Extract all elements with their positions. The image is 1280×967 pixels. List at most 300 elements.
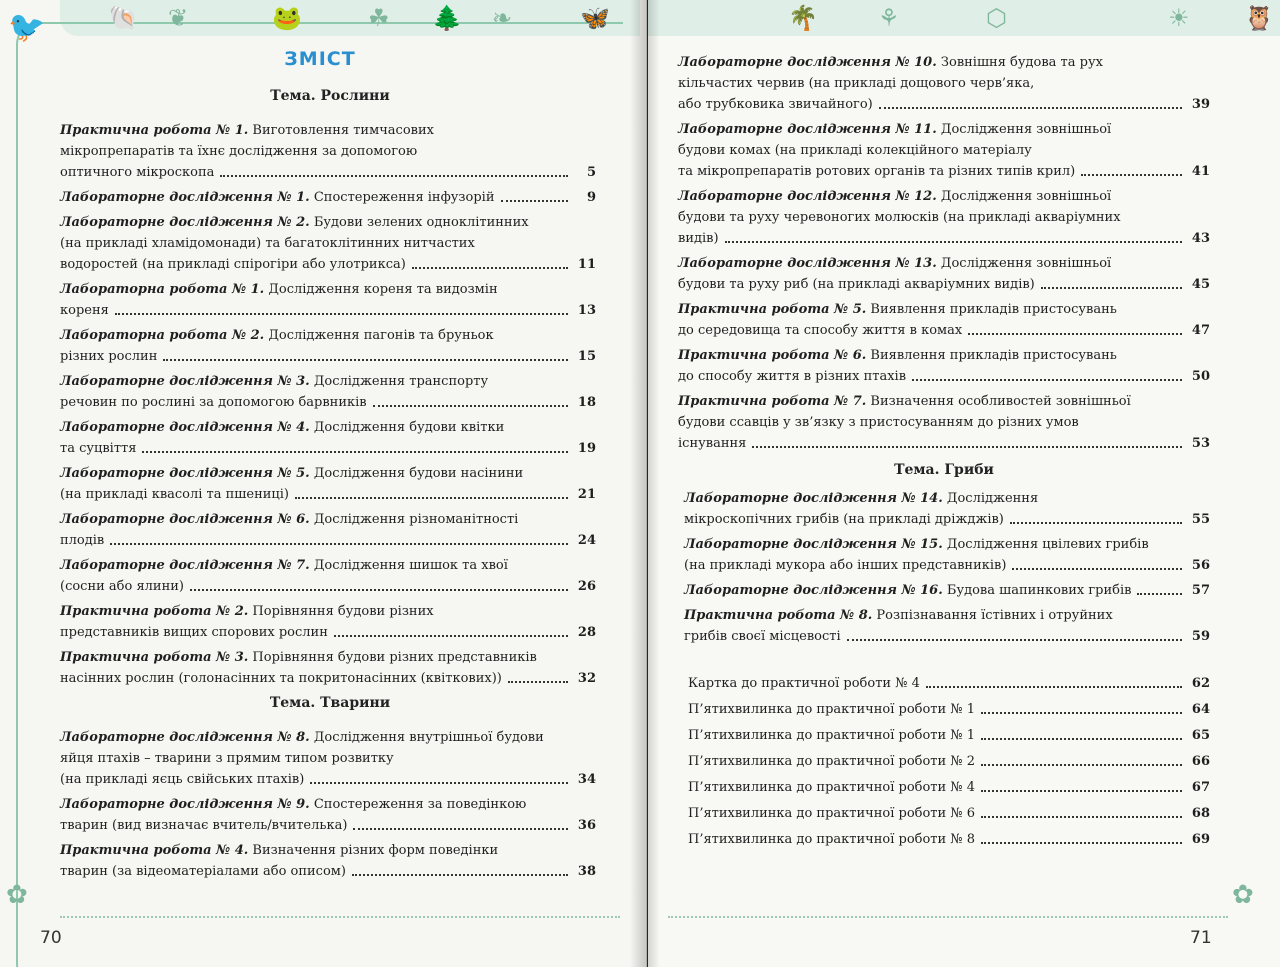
- toc-entry-kind: Лабораторне дослідження № 13.: [678, 256, 937, 271]
- dot-leader: [110, 543, 568, 545]
- toc-entry-title: Дослідження: [946, 491, 1039, 506]
- dot-leader: [1041, 287, 1182, 289]
- toc-page-number: 36: [577, 818, 596, 833]
- toc-entry-title: грибів своєї місцевості: [684, 629, 841, 644]
- toc-entry-title: Дослідження внутрішньої будови: [313, 730, 544, 745]
- toc-entry-title: Дослідження будови квітки: [313, 420, 505, 435]
- toc-entry: [678, 52, 1210, 115]
- appendix-title: Картка до практичної роботи № 4: [688, 676, 920, 691]
- toc-entry-text: [60, 438, 136, 459]
- toc-entry: [60, 279, 596, 321]
- toc-entry-text: [60, 187, 495, 208]
- toc-entry: [60, 417, 596, 459]
- toc-entry: [678, 299, 1210, 341]
- toc-entry-text: [678, 320, 962, 341]
- toc-entry-text: [678, 366, 906, 387]
- toc-entry-kind: Лабораторне дослідження № 14.: [684, 491, 943, 506]
- bottom-rule: [60, 916, 620, 918]
- toc-entry-line: [678, 366, 1210, 387]
- toc-entry-line: [60, 840, 596, 861]
- toc-entry-line: [60, 601, 596, 622]
- toc-page-number: 43: [1191, 231, 1210, 246]
- toc-entry-line: [678, 320, 1210, 341]
- dot-leader: [373, 405, 568, 407]
- toc-entry-text: [60, 484, 289, 505]
- appendix-entry: [688, 725, 1210, 746]
- dot-leader: [981, 842, 1182, 844]
- toc-entry-title: Зовнішня будова та рух: [940, 55, 1103, 70]
- toc-entry-line: [684, 605, 1210, 626]
- toc-entry-line: [60, 438, 596, 459]
- bottom-rule: [668, 916, 1228, 918]
- toc-entry-text: [684, 509, 1004, 530]
- appendix-entry: [688, 803, 1210, 824]
- dot-leader: [981, 790, 1182, 792]
- toc-entry-line: [678, 345, 1210, 366]
- toc-entry-kind: Лабораторне дослідження № 4.: [60, 420, 310, 435]
- dot-leader: [163, 359, 568, 361]
- toc-entry-kind: Практична робота № 8.: [684, 608, 873, 623]
- dot-leader: [879, 107, 1182, 109]
- toc-entry: [60, 325, 596, 367]
- toc-entry-text: [60, 392, 367, 413]
- toc-entry-line: [60, 555, 596, 576]
- toc-entry-kind: Лабораторна робота № 2.: [60, 328, 265, 343]
- toc-entry-text: [678, 228, 719, 249]
- toc-entry-title: Розпізнавання їстівних і отруйних: [876, 608, 1113, 623]
- toc-entry-line: [688, 725, 1210, 746]
- toc-entry-line: [684, 488, 1210, 509]
- toc-entry-line: [678, 253, 1210, 274]
- toc-entry-line: [678, 412, 1210, 433]
- dot-leader: [352, 874, 568, 876]
- right-page: [648, 0, 1280, 967]
- toc-entry: [60, 794, 596, 836]
- toc-entry: [60, 463, 596, 505]
- leaf-icon: ❦: [168, 4, 189, 32]
- toc-entry: [684, 605, 1210, 647]
- toc-entry-line: [684, 555, 1210, 576]
- dandelion-icon: ✿: [1232, 880, 1254, 910]
- toc-entry-kind: Лабораторне дослідження № 3.: [60, 374, 310, 389]
- toucan-icon: 🐦: [8, 10, 46, 45]
- toc-entry-kind: Практична робота № 6.: [678, 348, 867, 363]
- toc-entry-line: [60, 647, 596, 668]
- dot-leader: [981, 712, 1182, 714]
- toc-entry-title: існування: [678, 436, 747, 451]
- toc-entry-line: [60, 233, 596, 254]
- toc-entry-line: [60, 622, 596, 643]
- toc-page-number: 21: [577, 487, 596, 502]
- toc-entry-line: [60, 392, 596, 413]
- toc-entry-kind: Лабораторна робота № 1.: [60, 282, 265, 297]
- toc-entry-title: (на прикладі яєць свійських птахів): [60, 772, 305, 787]
- toc-entry-kind: Лабораторне дослідження № 12.: [678, 189, 937, 204]
- dot-leader: [190, 589, 568, 591]
- toc-entry-line: [678, 186, 1210, 207]
- toc-page-number: 9: [586, 190, 596, 205]
- toc-entry-text: [684, 555, 1006, 576]
- toc-entry-line: [60, 162, 596, 183]
- appendix-title: П’ятихвилинка до практичної роботи № 4: [688, 780, 975, 795]
- toc-page-number: 56: [1191, 558, 1210, 573]
- appendix-entry: [688, 829, 1210, 850]
- dot-leader: [981, 738, 1182, 740]
- toc-entry-line: [678, 73, 1210, 94]
- appendix-title: П’ятихвилинка до практичної роботи № 1: [688, 728, 975, 743]
- toc-entry-text: [684, 580, 1131, 601]
- toc-page-number: 62: [1191, 676, 1210, 691]
- toc-entry-title: Виявлення прикладів пристосувань: [870, 348, 1117, 363]
- tree-icon: 🌲: [432, 4, 462, 32]
- toc-entry-title: кореня: [60, 303, 109, 318]
- toc-entry-kind: Практична робота № 4.: [60, 843, 249, 858]
- toc-entry-line: [60, 300, 596, 321]
- section-heading: Тема. Гриби: [894, 462, 994, 478]
- toc-page-number: 18: [577, 395, 596, 410]
- toc-entry: [60, 647, 596, 689]
- dot-leader: [752, 446, 1182, 448]
- toc-entry: [678, 345, 1210, 387]
- toc-entry-kind: Практична робота № 7.: [678, 394, 867, 409]
- toc-page-number: 39: [1191, 97, 1210, 112]
- toc-entry-title: до середовища та способу життя в комах: [678, 323, 963, 338]
- toc-entry-line: [60, 484, 596, 505]
- toc-entry-title: насінних рослин (голонасінних та покритонасінних (квіткових)): [60, 671, 502, 686]
- toc-entry-text: [60, 530, 104, 551]
- appendix-title: П’ятихвилинка до практичної роботи № 1: [688, 702, 975, 717]
- toc-entry-kind: Лабораторне дослідження № 6.: [60, 512, 310, 527]
- dot-leader: [295, 497, 568, 499]
- toc-entry-title: Дослідження шишок та хвої: [313, 558, 508, 573]
- toc-entry-title: Спостереження за поведінкою: [313, 797, 527, 812]
- toc-entry-title: Дослідження зовнішньої: [940, 256, 1112, 271]
- toc-entry-title: Будови зелених одноклітинних: [313, 215, 529, 230]
- toc-page-number: 65: [1191, 728, 1210, 743]
- toc-entry-title: будови та руху черевоногих молюсків (на прикладі акваріумних: [678, 210, 1121, 225]
- toc-entry-text: [678, 274, 1035, 295]
- toc-entry-line: [684, 534, 1210, 555]
- toc-entry-title: Дослідження різноманітності: [313, 512, 519, 527]
- toc-page-number: 41: [1191, 164, 1210, 179]
- appendix-entry: [688, 777, 1210, 798]
- toc-entry-kind: Лабораторне дослідження № 8.: [60, 730, 310, 745]
- toc-entry-kind: Практична робота № 5.: [678, 302, 867, 317]
- palm-icon: 🌴: [788, 4, 818, 32]
- toc-entry-line: [60, 141, 596, 162]
- dot-leader: [142, 451, 568, 453]
- toc-entry-line: [60, 187, 596, 208]
- toc-entry-text: [678, 161, 1075, 182]
- toc-entry-line: [688, 699, 1210, 720]
- toc-entry-kind: Практична робота № 1.: [60, 123, 249, 138]
- section-heading: Тема. Рослини: [270, 88, 390, 104]
- toc-entry-kind: Лабораторне дослідження № 1.: [60, 190, 310, 205]
- toc-page-number: 26: [577, 579, 596, 594]
- toc-entry-line: [60, 509, 596, 530]
- toc-page-number: 69: [1191, 832, 1210, 847]
- leaf-icon: ⚘: [878, 4, 900, 32]
- toc-entry-title: Дослідження транспорту: [313, 374, 489, 389]
- leaf-icon: ❧: [492, 4, 513, 32]
- dot-leader: [968, 333, 1182, 335]
- toc-page-number: 53: [1191, 436, 1210, 451]
- appendix-entry: [688, 673, 1210, 694]
- appendix-title: П’ятихвилинка до практичної роботи № 2: [688, 754, 975, 769]
- toc-page-number: 13: [577, 303, 596, 318]
- toc-page-number: 55: [1191, 512, 1210, 527]
- dot-leader: [981, 764, 1182, 766]
- toc-entry-line: [684, 509, 1210, 530]
- dot-leader: [912, 379, 1182, 381]
- toc-entry-line: [688, 829, 1210, 850]
- appendix-title: П’ятихвилинка до практичної роботи № 8: [688, 832, 975, 847]
- toc-entry-line: [678, 299, 1210, 320]
- toc-entry-line: [678, 228, 1210, 249]
- toc-entry-line: [60, 794, 596, 815]
- dot-leader: [508, 681, 568, 683]
- toc-entry: [678, 119, 1210, 182]
- toc-entry: [684, 534, 1210, 576]
- dot-leader: [1137, 593, 1182, 595]
- toc-entry: [684, 580, 1210, 601]
- toc-entry-line: [60, 120, 596, 141]
- toc-entry: [60, 601, 596, 643]
- toc-entry-title: Спостереження інфузорій: [313, 190, 495, 205]
- toc-entry-title: тварин (за відеоматеріалами або описом): [60, 864, 346, 879]
- shell-icon: 🐚: [108, 4, 138, 32]
- toc-entry-title: різних рослин: [60, 349, 158, 364]
- toc-entry-title: Дослідження будови насінини: [313, 466, 524, 481]
- toc-page-number: 47: [1191, 323, 1210, 338]
- toc-page-number: 15: [577, 349, 596, 364]
- toc-entry: [60, 840, 596, 882]
- toc-page-number: 57: [1191, 583, 1210, 598]
- toc-entry-line: [678, 274, 1210, 295]
- page-number: 70: [40, 928, 62, 948]
- toc-entry-line: [60, 212, 596, 233]
- toc-entry-line: [678, 433, 1210, 454]
- toc-entry-text: [60, 668, 502, 689]
- toc-entry-kind: Лабораторне дослідження № 5.: [60, 466, 310, 481]
- toc-page-number: 64: [1191, 702, 1210, 717]
- toc-entry-title: будови комах (на прикладі колекційного матеріалу: [678, 143, 1032, 158]
- toc-entry-line: [678, 391, 1210, 412]
- toc-entry-line: [684, 580, 1210, 601]
- toc-entry: [60, 371, 596, 413]
- toc-entry-text: [678, 433, 746, 454]
- dot-leader: [1010, 522, 1182, 524]
- toc-entry-line: [678, 161, 1210, 182]
- toc-entry-line: [60, 371, 596, 392]
- toc-entry: [60, 120, 596, 183]
- toc-entry-title: оптичного мікроскопа: [60, 165, 215, 180]
- toc-entry-line: [60, 417, 596, 438]
- toc-entry-text: [60, 861, 346, 882]
- toc-entry-title: будови ссавців у зв’язку з пристосуванням до різних умов: [678, 415, 1079, 430]
- toc-entry-title: та мікропрепаратів ротових органів та різних типів крил): [678, 164, 1076, 179]
- sun-icon: ☀: [1168, 4, 1190, 32]
- toc-page-number: 28: [577, 625, 596, 640]
- page-number: 71: [1190, 928, 1212, 948]
- toc-entry-line: [60, 279, 596, 300]
- toc-entry-title: Визначення особливостей зовнішньої: [870, 394, 1131, 409]
- dot-leader: [334, 635, 568, 637]
- dot-leader: [1081, 174, 1182, 176]
- toc-page-number: 45: [1191, 277, 1210, 292]
- toc-entry-title: Визначення різних форм поведінки: [252, 843, 499, 858]
- toc-entry-text: [60, 622, 328, 643]
- toc-entry-title: (сосни або ялини): [60, 579, 184, 594]
- toc-entry-title: водоростей (на прикладі спірогіри або улотрикса): [60, 257, 406, 272]
- toc-entry-line: [60, 254, 596, 275]
- toc-entry-title: речовин по рослині за допомогою барвників: [60, 395, 367, 410]
- appendix-entry: [688, 699, 1210, 720]
- toc-entry-line: [60, 861, 596, 882]
- toc-title: ЗМІСТ: [284, 48, 356, 70]
- dot-leader: [115, 313, 568, 315]
- toc-entry-text: [60, 576, 184, 597]
- toc-page-number: 34: [577, 772, 596, 787]
- dandelion-icon: ✿: [6, 880, 28, 910]
- toc-page-number: 38: [577, 864, 596, 879]
- dot-leader: [725, 241, 1182, 243]
- toc-entry: [60, 187, 596, 208]
- toc-entry-line: [60, 727, 596, 748]
- section-heading: Тема. Тварини: [269, 695, 391, 711]
- toc-entry-line: [60, 530, 596, 551]
- toc-entry-kind: Лабораторне дослідження № 16.: [684, 583, 943, 598]
- toc-entry: [60, 727, 596, 790]
- toc-entry-kind: Практична робота № 2.: [60, 604, 249, 619]
- butterfly-icon: 🦋: [580, 4, 610, 32]
- toc-entry-line: [688, 751, 1210, 772]
- toc-entry-title: Порівняння будови різних: [252, 604, 434, 619]
- toc-entry: [60, 555, 596, 597]
- toc-page-number: 19: [577, 441, 596, 456]
- toc-entry-title: представників вищих спорових рослин: [60, 625, 328, 640]
- toc-entry-title: Будова шапинкових грибів: [946, 583, 1132, 598]
- toc-entry-line: [678, 119, 1210, 140]
- toc-entry-text: [60, 815, 347, 836]
- dot-leader: [353, 828, 568, 830]
- dot-leader: [1012, 568, 1182, 570]
- dot-leader: [501, 200, 569, 202]
- toc-entry-title: Дослідження зовнішньої: [940, 189, 1112, 204]
- toc-page-number: 67: [1191, 780, 1210, 795]
- toc-page-number: 50: [1191, 369, 1210, 384]
- toc-entry-kind: Лабораторне дослідження № 11.: [678, 122, 937, 137]
- toc-entry-title: будови та руху риб (на прикладі акваріумних видів): [678, 277, 1035, 292]
- toc-entry-text: [60, 346, 157, 367]
- toc-page-number: 68: [1191, 806, 1210, 821]
- dot-leader: [981, 816, 1182, 818]
- toc-entry-title: видів): [678, 231, 719, 246]
- toc-entry-title: мікропрепаратів та їхнє дослідження за допомогою: [60, 144, 418, 159]
- toc-entry-line: [60, 748, 596, 769]
- toc-entry-title: та суцвіття: [60, 441, 137, 456]
- dot-leader: [220, 175, 568, 177]
- toc-entry-title: Порівняння будови різних представників: [252, 650, 537, 665]
- toc-entry-title: до способу життя в різних птахів: [678, 369, 907, 384]
- toc-entry-text: [60, 300, 109, 321]
- toc-entry-line: [60, 346, 596, 367]
- toc-page-number: 5: [586, 165, 596, 180]
- toc-entry-line: [688, 673, 1210, 694]
- toc-entry-kind: Лабораторне дослідження № 15.: [684, 537, 943, 552]
- toc-entry-kind: Лабораторне дослідження № 10.: [678, 55, 937, 70]
- toc-page-number: 24: [577, 533, 596, 548]
- molecule-icon: ⬡: [986, 4, 1007, 32]
- toc-entry-kind: Лабораторне дослідження № 9.: [60, 797, 310, 812]
- toc-page-number: 11: [577, 257, 596, 272]
- toc-entry-text: [60, 254, 406, 275]
- owl-icon: 🦉: [1244, 4, 1274, 32]
- toc-entry-line: [678, 207, 1210, 228]
- toc-entry-title: Виявлення прикладів пристосувань: [870, 302, 1117, 317]
- toc-entry-line: [60, 576, 596, 597]
- toc-entry: [678, 391, 1210, 454]
- toc-entry-line: [688, 803, 1210, 824]
- toc-entry: [678, 186, 1210, 249]
- toc-entry-title: мікроскопічних грибів (на прикладі дріжджів): [684, 512, 1004, 527]
- toc-entry-title: Дослідження кореня та видозмін: [268, 282, 498, 297]
- toc-entry-kind: Лабораторне дослідження № 2.: [60, 215, 310, 230]
- dot-leader: [847, 639, 1182, 641]
- toc-entry-title: Виготовлення тимчасових: [252, 123, 434, 138]
- toc-entry-title: Дослідження пагонів та бруньок: [268, 328, 494, 343]
- toc-entry-title: (на прикладі квасолі та пшениці): [60, 487, 289, 502]
- toc-entry-title: (на прикладі хламідомонади) та багатоклітинних нитчастих: [60, 236, 475, 251]
- toc-entry-line: [678, 52, 1210, 73]
- toc-page-number: 32: [577, 671, 596, 686]
- toc-entry-title: (на прикладі мукора або інших представників): [684, 558, 1007, 573]
- toc-entry-line: [60, 463, 596, 484]
- toc-entry-title: плодів: [60, 533, 105, 548]
- toc-entry-line: [60, 769, 596, 790]
- toc-entry-text: [684, 626, 841, 647]
- toc-entry-text: [60, 162, 214, 183]
- toc-entry-line: [60, 668, 596, 689]
- toc-entry-text: [678, 94, 873, 115]
- toc-entry-text: [60, 769, 304, 790]
- toc-entry-line: [688, 777, 1210, 798]
- toc-entry-title: яйця птахів – тварини з прямим типом розвитку: [60, 751, 394, 766]
- dot-leader: [310, 782, 568, 784]
- toc-entry-title: Дослідження цвілевих грибів: [946, 537, 1149, 552]
- toc-entry-line: [678, 140, 1210, 161]
- toc-entry-line: [684, 626, 1210, 647]
- frog-icon: 🐸: [272, 4, 302, 32]
- toc-entry: [60, 212, 596, 275]
- toc-entry: [678, 253, 1210, 295]
- leaf-icon: ☘: [368, 4, 390, 32]
- dot-leader: [926, 686, 1182, 688]
- toc-entry-title: Дослідження зовнішньої: [940, 122, 1112, 137]
- toc-entry-line: [678, 94, 1210, 115]
- toc-entry: [60, 509, 596, 551]
- toc-page-number: 59: [1191, 629, 1210, 644]
- toc-entry-line: [60, 815, 596, 836]
- toc-entry-kind: Лабораторне дослідження № 7.: [60, 558, 310, 573]
- toc-page-number: 66: [1191, 754, 1210, 769]
- appendix-entry: [688, 751, 1210, 772]
- toc-entry-line: [60, 325, 596, 346]
- toc-entry-title: або трубковика звичайного): [678, 97, 873, 112]
- toc-entry: [684, 488, 1210, 530]
- toc-entry-title: тварин (вид визначає вчитель/вчителька): [60, 818, 348, 833]
- toc-entry-title: кільчастих червив (на прикладі дощового черв’яка,: [678, 76, 1035, 91]
